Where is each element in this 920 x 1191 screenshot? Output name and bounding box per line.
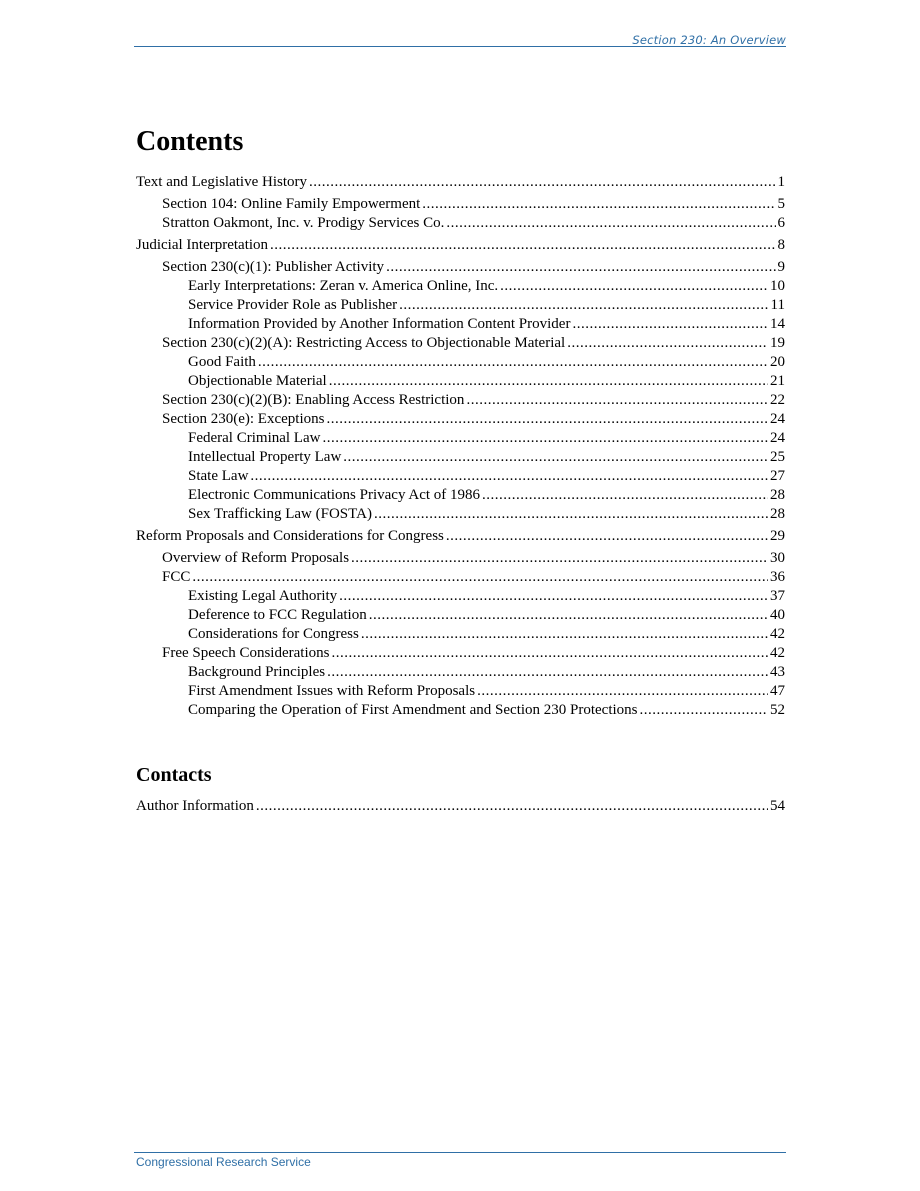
- dot-leader: [482, 486, 768, 505]
- toc-entry-label[interactable]: Judicial Interpretation: [136, 237, 269, 253]
- toc-page-number[interactable]: 29: [770, 528, 785, 544]
- footer-divider: [134, 1152, 786, 1153]
- dot-leader: [309, 173, 776, 192]
- toc-entry-label[interactable]: Comparing the Operation of First Amendment and Section 230 Protections: [188, 702, 638, 718]
- toc-page-number[interactable]: 42: [770, 626, 785, 642]
- dot-leader: [351, 549, 768, 568]
- toc-page-number[interactable]: 9: [777, 259, 785, 275]
- toc-entry-label[interactable]: Electronic Communications Privacy Act of 1986: [188, 487, 481, 503]
- dot-leader: [322, 429, 768, 448]
- toc-entry-label[interactable]: Existing Legal Authority: [188, 588, 338, 604]
- toc-page-number[interactable]: 11: [770, 297, 785, 313]
- toc-entry[interactable]: [136, 372, 785, 391]
- dot-leader: [477, 682, 768, 701]
- toc-entry[interactable]: [136, 587, 785, 606]
- toc-entry[interactable]: [136, 486, 785, 505]
- toc-entry-label[interactable]: State Law: [188, 468, 249, 484]
- toc-page-number[interactable]: 30: [770, 550, 785, 566]
- dot-leader: [250, 467, 768, 486]
- toc-page-number[interactable]: 42: [770, 645, 785, 661]
- dot-leader: [339, 587, 768, 606]
- toc-page-number[interactable]: 25: [770, 449, 785, 465]
- toc-page-number[interactable]: 19: [770, 335, 785, 351]
- toc-page-number[interactable]: 22: [770, 392, 785, 408]
- dot-leader: [446, 214, 775, 233]
- table-of-contents: [136, 173, 785, 720]
- toc-entry[interactable]: [136, 663, 785, 682]
- toc-entry-label[interactable]: Section 230(e): Exceptions: [162, 411, 325, 427]
- toc-entry-label[interactable]: Section 230(c)(1): Publisher Activity: [162, 259, 385, 275]
- toc-entry-label[interactable]: First Amendment Issues with Reform Proposals: [188, 683, 476, 699]
- toc-entry-label[interactable]: Stratton Oakmont, Inc. v. Prodigy Services Co.: [162, 215, 445, 231]
- toc-entry-label[interactable]: Good Faith: [188, 354, 256, 370]
- footer-text: Congressional Research Service: [136, 1155, 311, 1169]
- toc-entry-label[interactable]: Section 104: Online Family Empowerment: [162, 196, 421, 212]
- dot-leader: [399, 296, 768, 315]
- toc-entry[interactable]: [136, 568, 785, 587]
- toc-entry-label[interactable]: Free Speech Considerations: [162, 645, 330, 661]
- toc-page-number[interactable]: 1: [777, 174, 785, 190]
- toc-entry-label[interactable]: Overview of Reform Proposals: [162, 550, 350, 566]
- toc-entry-label[interactable]: Early Interpretations: Zeran v. America Online, Inc.: [188, 278, 499, 294]
- dot-leader: [327, 663, 768, 682]
- dot-leader: [326, 410, 768, 429]
- dot-leader: [258, 353, 768, 372]
- toc-entry[interactable]: [136, 797, 785, 816]
- toc-page-number[interactable]: 10: [770, 278, 785, 294]
- toc-page-number[interactable]: 6: [777, 215, 785, 231]
- toc-page-number[interactable]: 28: [770, 506, 785, 522]
- toc-entry[interactable]: [136, 173, 785, 192]
- toc-entry-label[interactable]: Section 230(c)(2)(B): Enabling Access Restriction: [162, 392, 465, 408]
- dot-leader: [422, 195, 775, 214]
- toc-entry-label[interactable]: Service Provider Role as Publisher: [188, 297, 398, 313]
- contacts-title: Contacts: [136, 764, 212, 786]
- toc-page-number[interactable]: 14: [770, 316, 785, 332]
- toc-entry-label[interactable]: FCC: [162, 569, 191, 585]
- header-divider: [134, 46, 786, 47]
- toc-page-number[interactable]: 52: [770, 702, 785, 718]
- dot-leader: [374, 505, 768, 524]
- toc-page-number[interactable]: 5: [777, 196, 785, 212]
- dot-leader: [361, 625, 768, 644]
- dot-leader: [446, 527, 768, 546]
- toc-entry[interactable]: [136, 258, 785, 277]
- toc-entry[interactable]: [136, 195, 785, 214]
- dot-leader: [331, 644, 768, 663]
- dot-leader: [192, 568, 768, 587]
- toc-page-number[interactable]: 36: [770, 569, 785, 585]
- toc-entry[interactable]: [136, 644, 785, 663]
- toc-entry-label[interactable]: Reform Proposals and Considerations for Congress: [136, 528, 444, 544]
- toc-entry[interactable]: [136, 606, 785, 625]
- toc-entry-label[interactable]: Intellectual Property Law: [188, 449, 342, 465]
- toc-page-number[interactable]: 27: [770, 468, 785, 484]
- toc-entry-label[interactable]: Information Provided by Another Information Content Provider: [188, 316, 571, 332]
- dot-leader: [572, 315, 768, 334]
- toc-entry[interactable]: [136, 682, 785, 701]
- toc-entry[interactable]: [136, 353, 785, 372]
- toc-entry[interactable]: [136, 296, 785, 315]
- toc-entry-label[interactable]: Section 230(c)(2)(A): Restricting Access to Objectionable Material: [162, 335, 566, 351]
- dot-leader: [640, 701, 768, 720]
- dot-leader: [329, 372, 768, 391]
- dot-leader: [466, 391, 768, 410]
- toc-page-number[interactable]: 54: [770, 798, 785, 814]
- toc-page-number[interactable]: 40: [770, 607, 785, 623]
- toc-page-number[interactable]: 8: [777, 237, 785, 253]
- toc-page-number[interactable]: 47: [770, 683, 785, 699]
- toc-entry[interactable]: [136, 315, 785, 334]
- running-header: Section 230: An Overview: [632, 33, 786, 47]
- toc-page-number[interactable]: 43: [770, 664, 785, 680]
- toc-entry[interactable]: [136, 334, 785, 353]
- toc-entry-label[interactable]: Federal Criminal Law: [188, 430, 321, 446]
- toc-entry-label[interactable]: Considerations for Congress: [188, 626, 359, 642]
- dot-leader: [500, 277, 768, 296]
- toc-entry[interactable]: [136, 410, 785, 429]
- toc-entry[interactable]: [136, 701, 785, 720]
- toc-entry-label[interactable]: Sex Trafficking Law (FOSTA): [188, 506, 372, 522]
- page-title: Contents: [136, 126, 244, 157]
- toc-entry-label[interactable]: Background Principles: [188, 664, 326, 680]
- dot-leader: [369, 606, 768, 625]
- toc-entry[interactable]: [136, 236, 785, 255]
- dot-leader: [343, 448, 768, 467]
- toc-entry[interactable]: [136, 527, 785, 546]
- dot-leader: [270, 236, 775, 255]
- toc-entry[interactable]: [136, 549, 785, 568]
- toc-entry[interactable]: [136, 391, 785, 410]
- toc-entry[interactable]: [136, 429, 785, 448]
- dot-leader: [256, 797, 768, 816]
- toc-entry-label[interactable]: Author Information: [136, 798, 254, 814]
- dot-leader: [386, 258, 775, 277]
- contacts-list: [136, 797, 785, 816]
- toc-entry[interactable]: [136, 467, 785, 486]
- toc-entry[interactable]: [136, 214, 785, 233]
- toc-entry-label[interactable]: Objectionable Material: [188, 373, 327, 389]
- toc-page-number[interactable]: 24: [770, 430, 785, 446]
- toc-page-number[interactable]: 28: [770, 487, 785, 503]
- dot-leader: [567, 334, 768, 353]
- toc-page-number[interactable]: 24: [770, 411, 785, 427]
- toc-entry[interactable]: [136, 277, 785, 296]
- toc-entry[interactable]: [136, 625, 785, 644]
- toc-page-number[interactable]: 20: [770, 354, 785, 370]
- toc-page-number[interactable]: 37: [770, 588, 785, 604]
- toc-entry[interactable]: [136, 448, 785, 467]
- toc-entry-label[interactable]: Deference to FCC Regulation: [188, 607, 367, 623]
- toc-entry-label[interactable]: Text and Legislative History: [136, 174, 307, 190]
- toc-page-number[interactable]: 21: [770, 373, 785, 389]
- toc-entry[interactable]: [136, 505, 785, 524]
